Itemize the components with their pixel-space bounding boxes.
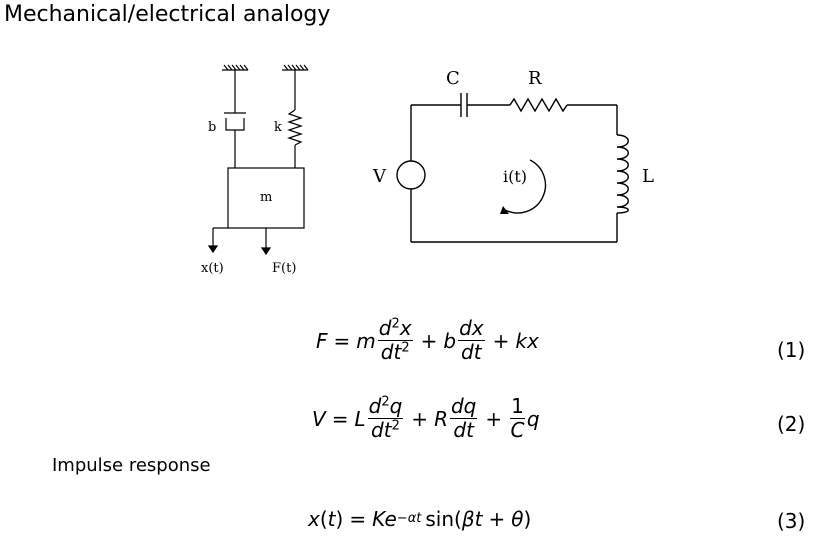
current-arrowhead [500, 206, 509, 214]
equation-2: V = L $\frac{d^2q}{dt^2}$ + R $\frac{dq}{dt}$ + $\frac{1}{C}$ q [312, 394, 540, 442]
spring-label: k [274, 120, 282, 135]
mass-label: m [260, 190, 273, 205]
equation-1: F = m $\frac{d^2x}{dt^2}$ + b $\frac{dx}{dt}$ + kx [316, 316, 539, 364]
voltage-source [397, 161, 425, 189]
source-label: V [373, 166, 386, 187]
equation-number-1: (1) [777, 338, 806, 362]
resistor-label: R [528, 68, 542, 89]
spring [289, 70, 301, 168]
mechanical-system [209, 65, 308, 254]
equation-number-3: (3) [777, 509, 806, 533]
damper-label: b [208, 120, 217, 135]
slide-title: Mechanical/electrical analogy [4, 2, 331, 27]
resistor [510, 99, 567, 111]
equation-number-2: (2) [777, 412, 806, 436]
displacement-arrow [209, 228, 228, 252]
damper [224, 70, 246, 168]
current-label: i(t) [503, 167, 528, 186]
displacement-label: x(t) [201, 261, 224, 276]
inductor-label: L [642, 166, 654, 187]
force-arrow [262, 228, 270, 254]
capacitor [461, 93, 467, 117]
ground-hatch-left [224, 65, 248, 70]
ground-hatch-right [284, 65, 308, 70]
force-label: F(t) [272, 261, 297, 276]
capacitor-label: C [446, 68, 460, 89]
impulse-response-heading: Impulse response [52, 455, 211, 476]
equation-3: x ( t ) = Ke −αt sin( βt + θ ) [308, 507, 532, 531]
inductor [617, 135, 628, 213]
